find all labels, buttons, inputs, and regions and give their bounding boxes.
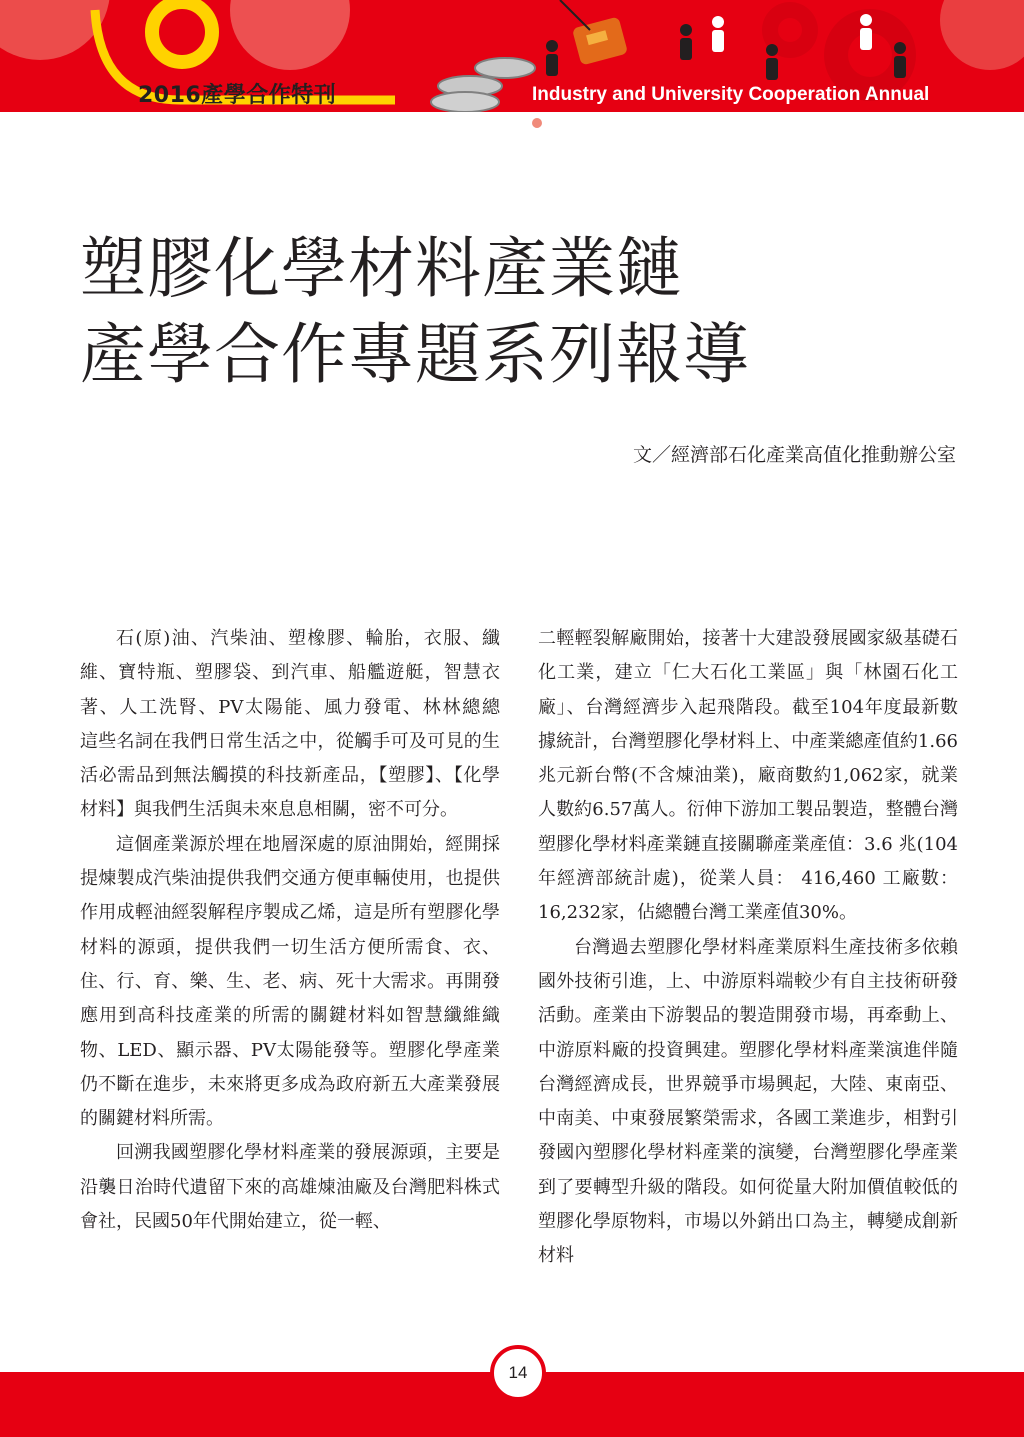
coins-icon <box>431 58 535 112</box>
right-column <box>538 622 958 1274</box>
briefcase-icon <box>560 0 628 66</box>
paragraph: 石(原)油、汽柴油、塑橡膠、輪胎，衣服、纖維、寶特瓶、塑膠袋、到汽車、船艦遊艇，智慧衣著、人工洗腎、PV太陽能、風力發電、林林總總 這些名詞在我們日常生活之中，從觸手可及可見的生活必需品到無法觸摸的科技新產品，【塑膠】、【化學材料】與我們生活與未來息息相關，密不可分。 <box>80 628 518 821</box>
paragraph: 這個產業源於埋在地層深處的原油開始，經開採提煉製成汽柴油提供我們交通方便車輛使用，也提供作用成輕油經裂解程序製成乙烯，這是所有塑膠化學材料的源頭，提供我們一切生活方便所需食、衣、住、行、育、樂、生、老、病、死十大需求。再開發應用到高科技產業的所需的關鍵材料如智慧纖維織物、LED、顯示器、PV太陽能發等。塑膠化學產業仍不斷在進步，未來將更多成為政府新五大產業發展的關鍵材料所需。 <box>80 833 500 1130</box>
article-title-line-2: 產學合作專題系列報導 <box>80 316 750 393</box>
paragraph: 二輕輕裂解廠開始，接著十大建設發展國家級基礎石化工業，建立「仁大石化工業區」與「林園石化工廠」、台灣經濟步入起飛階段。截至104年度最新數據統計，台灣塑膠化學材料上、中產業總產值約1.66兆元新台幣(不含煉油業)，廠商數約1,062家，就業人數約6.57萬人。衍伸下游加工製品製造，整體台灣塑膠化學材料產業鏈直接關聯產業產值：3.6 兆(104年經濟部統計處)，從業人員： 416,460 工廠數：16,232家，佔總體台灣工業產值30%。 <box>538 628 958 924</box>
article-title <box>80 226 750 398</box>
magazine-title-english: Industry and University Cooperation Annual <box>532 84 930 105</box>
magazine-title: 2016產學合作特刊 <box>138 83 337 108</box>
paragraph: 台灣過去塑膠化學材料產業原料生產技術多依賴國外技術引進，上、中游原料端較少有自主技術研發活動。產業由下游製品的製造開發市場，再牽動上、中游原料廠的投資興建。塑膠化學材料產業演進伴隨台灣經濟成長，世界競爭市場興起，大陸、東南亞、中南美、中東發展繁榮需求，各國工業進步，相對引發國內塑膠化學材料產業的演變，台灣塑膠化學產業到了要轉型升級的階段。如何從量大附加價值較低的塑膠化學原物料，市場以外銷出口為主，轉變成創新材料 <box>538 936 958 1267</box>
author-byline: 文／經濟部石化產業高值化推動辦公室 <box>632 444 956 466</box>
paragraph: 回溯我國塑膠化學材料產業的發展源頭，主要是沿襲日治時代遺留下來的高雄煉油廠及台灣肥料株式會社，民國50年代開始建立，從一輕、 <box>80 1142 500 1233</box>
left-column <box>80 622 518 1239</box>
decorative-dot <box>532 118 542 128</box>
page-header-banner <box>0 0 1024 112</box>
page-number: 14 <box>508 1363 528 1382</box>
page-number-badge <box>490 1345 546 1401</box>
article-title-line-1: 塑膠化學材料產業鏈 <box>80 230 683 307</box>
